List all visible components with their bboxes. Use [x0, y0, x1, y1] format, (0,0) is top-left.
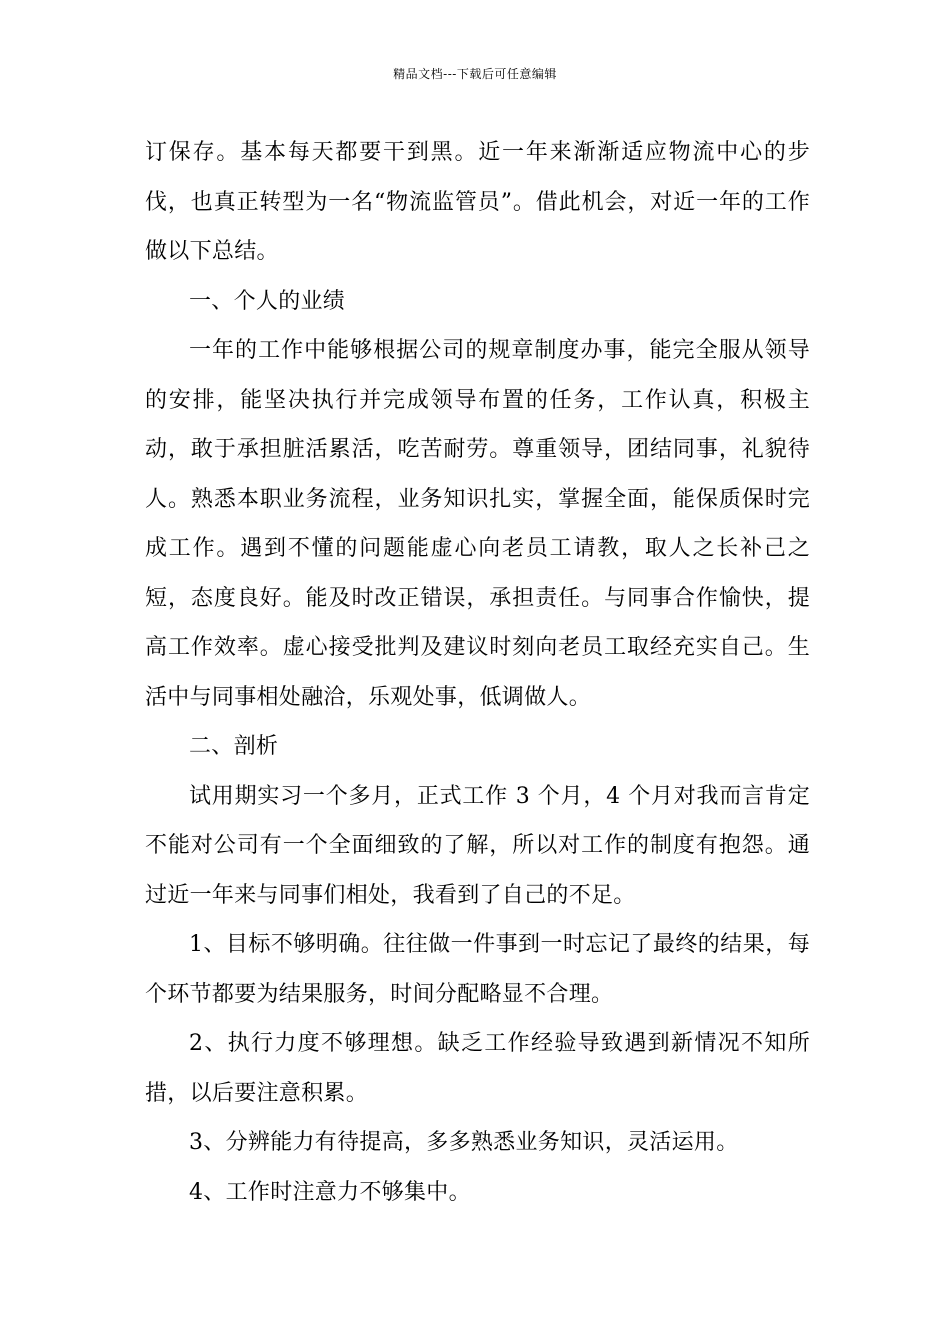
section-heading-personal-performance: 一、个人的业绩	[189, 288, 346, 314]
list-item-execution: 2、执行力度不够理想。缺乏工作经验导致遇到新情况不知所措，以后要注意积累。	[145, 1031, 810, 1106]
list-item-discernment: 3、分辨能力有待提高，多多熟悉业务知识，灵活运用。	[189, 1130, 739, 1155]
page-header: 精品文档---下载后可任意编辑	[393, 67, 557, 81]
paragraph-intro-continuation: 订保存。基本每天都要干到黑。近一年来渐渐适应物流中心的步伐，也真正转型为一名“物流监管员”。借此机会，对近一年的工作做以下总结。	[145, 140, 810, 264]
list-item-focus: 4、工作时注意力不够集中。	[189, 1179, 471, 1205]
document-body	[145, 128, 810, 1217]
list-item-goal: 1、目标不够明确。往往做一件事到一时忘记了最终的结果，每个环节都要为结果服务，时间分配略显不合理。	[145, 932, 810, 1007]
paragraph-performance: 一年的工作中能够根据公司的规章制度办事，能完全服从领导的安排，能坚决执行并完成领导布置的任务，工作认真，积极主动，敢于承担脏活累活，吃苦耐劳。尊重领导，团结同事，礼貌待人。熟悉本职业务流程，业务知识扎实，掌握全面，能保质保时完成工作。遇到不懂的问题能虚心向老员工请教，取人之长补己之短，态度良好。能及时改正错误，承担责任。与同事合作愉快，提高工作效率。虚心接受批判及建议时刻向老员工取经充实自己。生活中与同事相处融洽，乐观处事，低调做人。	[145, 338, 810, 710]
paragraph-analysis: 试用期实习一个多月，正式工作 3 个月，4 个月对我而言肯定不能对公司有一个全面细致的了解，所以对工作的制度有抱怨。通过近一年来与同事们相处，我看到了自己的不足。	[145, 783, 810, 908]
section-heading-analysis: 二、剖析	[189, 734, 279, 759]
